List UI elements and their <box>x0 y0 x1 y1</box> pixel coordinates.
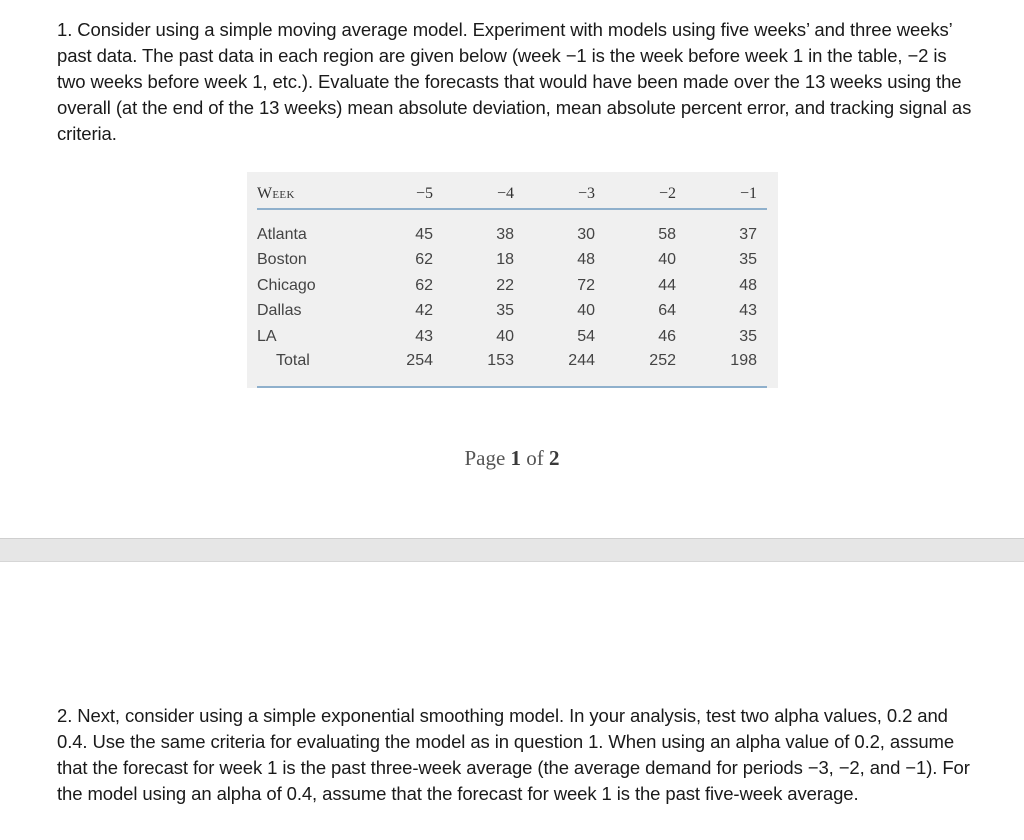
cell: 43 <box>415 327 433 345</box>
cell: 38 <box>496 225 514 243</box>
table-row <box>257 248 767 274</box>
row-label: LA <box>257 327 277 345</box>
cell: 62 <box>415 276 433 294</box>
header-week-minus-1: −1 <box>686 180 767 209</box>
total-label: Total <box>257 350 362 387</box>
header-week-minus-3: −3 <box>524 180 605 209</box>
page-indicator <box>0 446 1024 471</box>
cell: 46 <box>658 327 676 345</box>
cell: 64 <box>658 302 676 320</box>
row-label: Atlanta <box>257 225 307 243</box>
question-1-text: 1. Consider using a simple moving average model. Experiment with models using five weeks’ and three weeks’ past data. The past data in each region are given below (week −1 is the week before week 1 in the table, −2 is two weeks before week 1, etc.). Evaluate the forecasts that would have been made over the 13 weeks using the overall (at the end of the 13 weeks) mean absolute deviation, mean absolute percent error, and tracking signal as criteria. <box>57 19 972 144</box>
cell: 40 <box>577 302 595 320</box>
row-label: Boston <box>257 251 307 269</box>
cell: 22 <box>496 276 514 294</box>
total-cell: 244 <box>524 350 605 387</box>
header-week-minus-5: −5 <box>362 180 443 209</box>
cell: 18 <box>496 251 514 269</box>
demand-table <box>257 180 767 388</box>
cell: 40 <box>658 251 676 269</box>
table-row <box>257 273 767 299</box>
cell: 37 <box>739 225 757 243</box>
cell: 30 <box>577 225 595 243</box>
cell: 43 <box>739 302 757 320</box>
cell: 45 <box>415 225 433 243</box>
cell: 40 <box>496 327 514 345</box>
table-row <box>257 299 767 325</box>
row-label: Chicago <box>257 276 316 294</box>
cell: 44 <box>658 276 676 294</box>
page-indicator-prefix: Page <box>464 446 511 470</box>
table-header-row <box>257 180 767 209</box>
page-current: 1 <box>510 446 522 470</box>
header-week-minus-4: −4 <box>443 180 524 209</box>
cell: 48 <box>739 276 757 294</box>
page-break-separator <box>0 538 1024 562</box>
total-cell: 153 <box>443 350 524 387</box>
cell: 48 <box>577 251 595 269</box>
table-total-row <box>257 350 767 387</box>
page-total: 2 <box>549 446 560 470</box>
page-indicator-middle: of <box>521 446 550 470</box>
cell: 58 <box>658 225 676 243</box>
header-week-minus-2: −2 <box>605 180 686 209</box>
total-cell: 254 <box>362 350 443 387</box>
total-cell: 198 <box>686 350 767 387</box>
cell: 54 <box>577 327 595 345</box>
cell: 42 <box>415 302 433 320</box>
cell: 35 <box>739 327 757 345</box>
cell: 35 <box>739 251 757 269</box>
row-label: Dallas <box>257 302 302 320</box>
cell: 35 <box>496 302 514 320</box>
cell: 72 <box>577 276 595 294</box>
question-2-text: 2. Next, consider using a simple exponential smoothing model. In your analysis, test two alpha values, 0.2 and 0.4. Use the same criteria for evaluating the model as in question 1. When using an alpha value of 0.2, assume that the forecast for week 1 is the past three-week average (the average demand for periods −3, −2, and −1). For the model using an alpha of 0.4, assume that the forecast for week 1 is the past five-week average. <box>57 705 970 804</box>
table-row <box>257 324 767 350</box>
header-week: Week <box>257 180 362 209</box>
table-row <box>257 222 767 248</box>
demand-table-panel <box>247 172 778 388</box>
cell: 62 <box>415 251 433 269</box>
total-cell: 252 <box>605 350 686 387</box>
